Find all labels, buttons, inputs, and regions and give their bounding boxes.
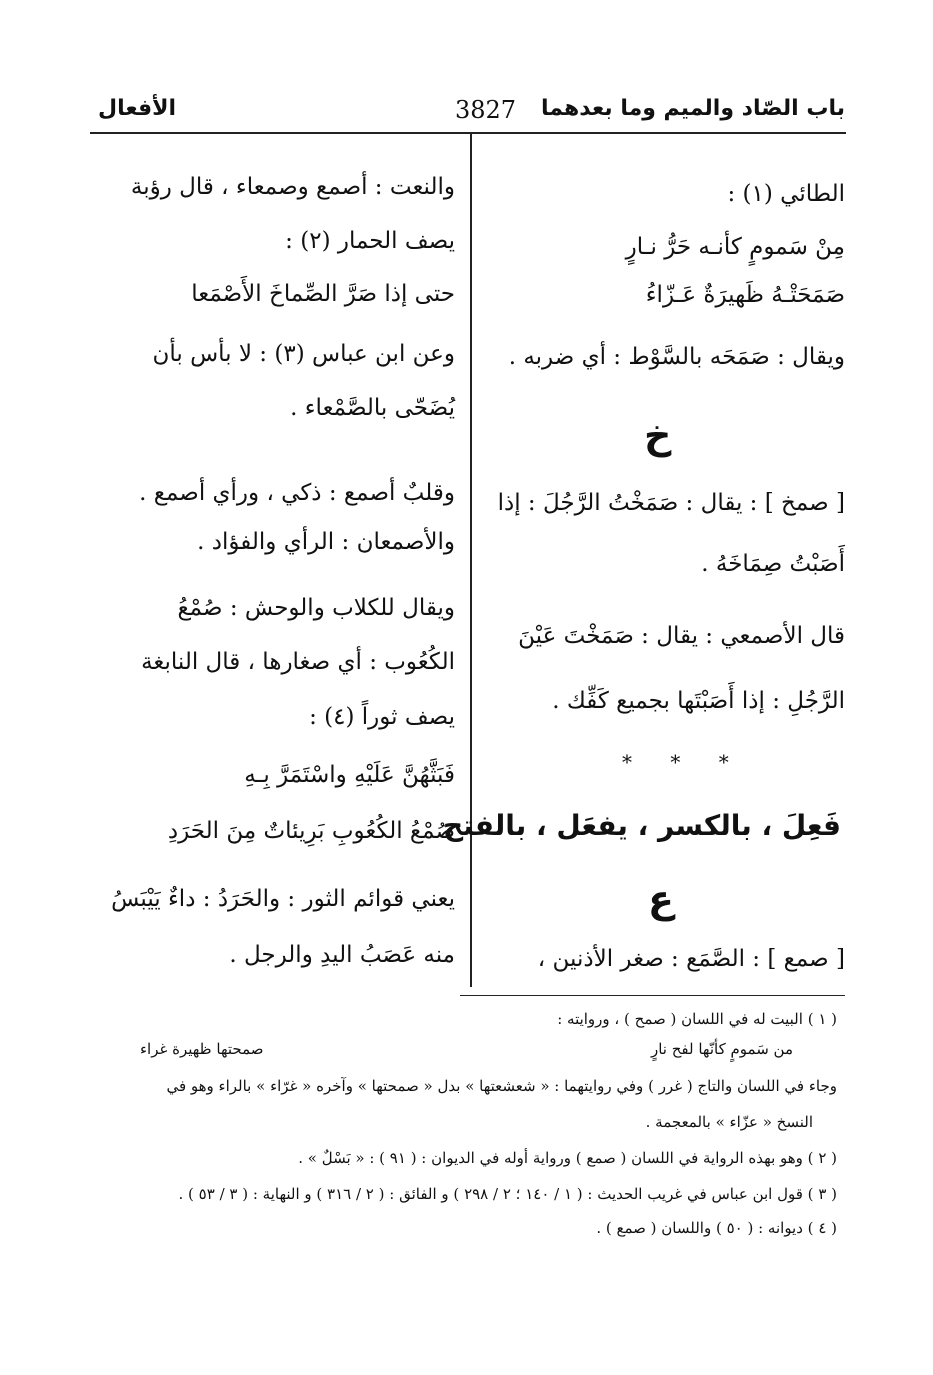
right-entry-sama: [ صمع ] : الصَّمَع : صغر الأذنين ، [537, 946, 845, 972]
left-line-1: والنعت : أصمع وصمعاء ، قال رؤبة [130, 174, 455, 200]
left-line-4: وعن ابن عباس (٣) : لا بأس بأن [152, 341, 455, 367]
right-verse-2: صَمَحَتْـهُ ظَهيرَةٌ عَـزّاءُ [645, 282, 845, 308]
footnote-1: ( ١ ) البيت له في اللسان ( صمح ) ، وروايته : [557, 1010, 837, 1028]
left-line-6: وقلبٌ أصمع : ذكي ، ورأي أصمع . [139, 480, 455, 506]
left-line-9: الكُعُوب : أي صغارها ، قال النابغة [141, 649, 455, 675]
footnote-1-verse-a: من سَمومٍ كأنّها لفح نارٍ [650, 1040, 793, 1058]
left-verse-1: حتى إذا صَرَّ الصِّماخَ الأَصْمَعا [191, 281, 455, 307]
footnote-3: ( ٣ ) قول ابن عباس في غريب الحديث : ( ١ / ١٤٠ ؛ ٢ / ٢٩٨ ) و الفائق : ( ٢ / ٣١٦ ) و النهاية : ( ٣ / ٥٣ ) . [178, 1185, 837, 1203]
left-line-7: والأصمعان : الرأي والفؤاد . [197, 529, 455, 555]
left-line-14: منه عَصَبُ اليدِ والرجل . [229, 942, 455, 968]
left-line-10: يصف ثوراً (٤) : [309, 704, 455, 730]
right-line-4: ويقال : صَمَحَه بالسَّوْط : أي ضربه . [508, 344, 845, 370]
left-verse-3: صُمْعُ الكُعُوبِ بَرِيئاتٌ مِنَ الحَرَدِ [167, 818, 455, 844]
left-line-8: ويقال للكلاب والوحش : صُمْعُ [177, 595, 455, 621]
right-entry-samakh-2: أَصَبْتُ صِمَاخَهُ . [701, 551, 845, 577]
column-divider [470, 134, 472, 987]
letter-heading-kha: خ [644, 413, 672, 457]
left-line-2: يصف الحمار (٢) : [285, 228, 455, 254]
page-number: 3827 [455, 96, 517, 124]
footnote-rule [460, 995, 845, 996]
right-entry-samakh: [ صمخ ] : يقال : صَمَخْتُ الرَّجُلَ : إذا [497, 490, 845, 516]
running-header-title: باب الصّاد والميم وما بعدهما [541, 96, 845, 121]
left-verse-2: فَبَثَّهُنَّ عَلَيْهِ واسْتَمَرَّ بِـهِ [244, 762, 455, 788]
right-entry-asmai: قال الأصمعي : يقال : صَمَخْتَ عَيْنَ [518, 623, 845, 649]
running-header-section: الأفعال [98, 96, 177, 121]
footnote-4: ( ٤ ) ديوانه : ( ٥٠ ) واللسان ( صمع ) . [596, 1219, 837, 1237]
right-line-1: الطائي (١) : [727, 181, 845, 207]
left-line-5: يُضَحّى بالصَّمْعاء . [290, 395, 455, 421]
letter-heading-ain: ع [648, 877, 674, 921]
left-line-13: يعني قوائم الثور : والحَرَدُ : داءٌ يَيْبَسُ [111, 886, 455, 912]
right-verse-1: مِنْ سَمومٍ كأنـه حَرُّ نـارٍ [625, 234, 845, 260]
footnote-1-cont-2: النسخ « عزّاء » بالمعجمة . [645, 1113, 813, 1131]
section-heading: فَعِلَ ، بالكسر ، يفعَل ، بالفتح [442, 809, 841, 842]
footnote-1-cont: وجاء في اللسان والتاج ( غرر ) وفي روايتهما : « شعشعتها » بدل « صمحتها » وآخره « غرّاء » بالراء وهو في [166, 1077, 837, 1095]
footnote-1-verse-b: صمحتها ظهيرة غراء [140, 1040, 264, 1058]
footnote-2: ( ٢ ) وهو بهذه الرواية في اللسان ( صمع ) ورواية أوله في الديوان : ( ٩١ ) : « بَسْلٌ » . [298, 1149, 837, 1167]
header-rule [90, 132, 846, 134]
right-entry-asmai-2: الرَّجُلِ : إذا أَصَبْتَها بجميع كَفِّك . [552, 688, 845, 714]
section-separator-stars: * * * [622, 750, 745, 774]
